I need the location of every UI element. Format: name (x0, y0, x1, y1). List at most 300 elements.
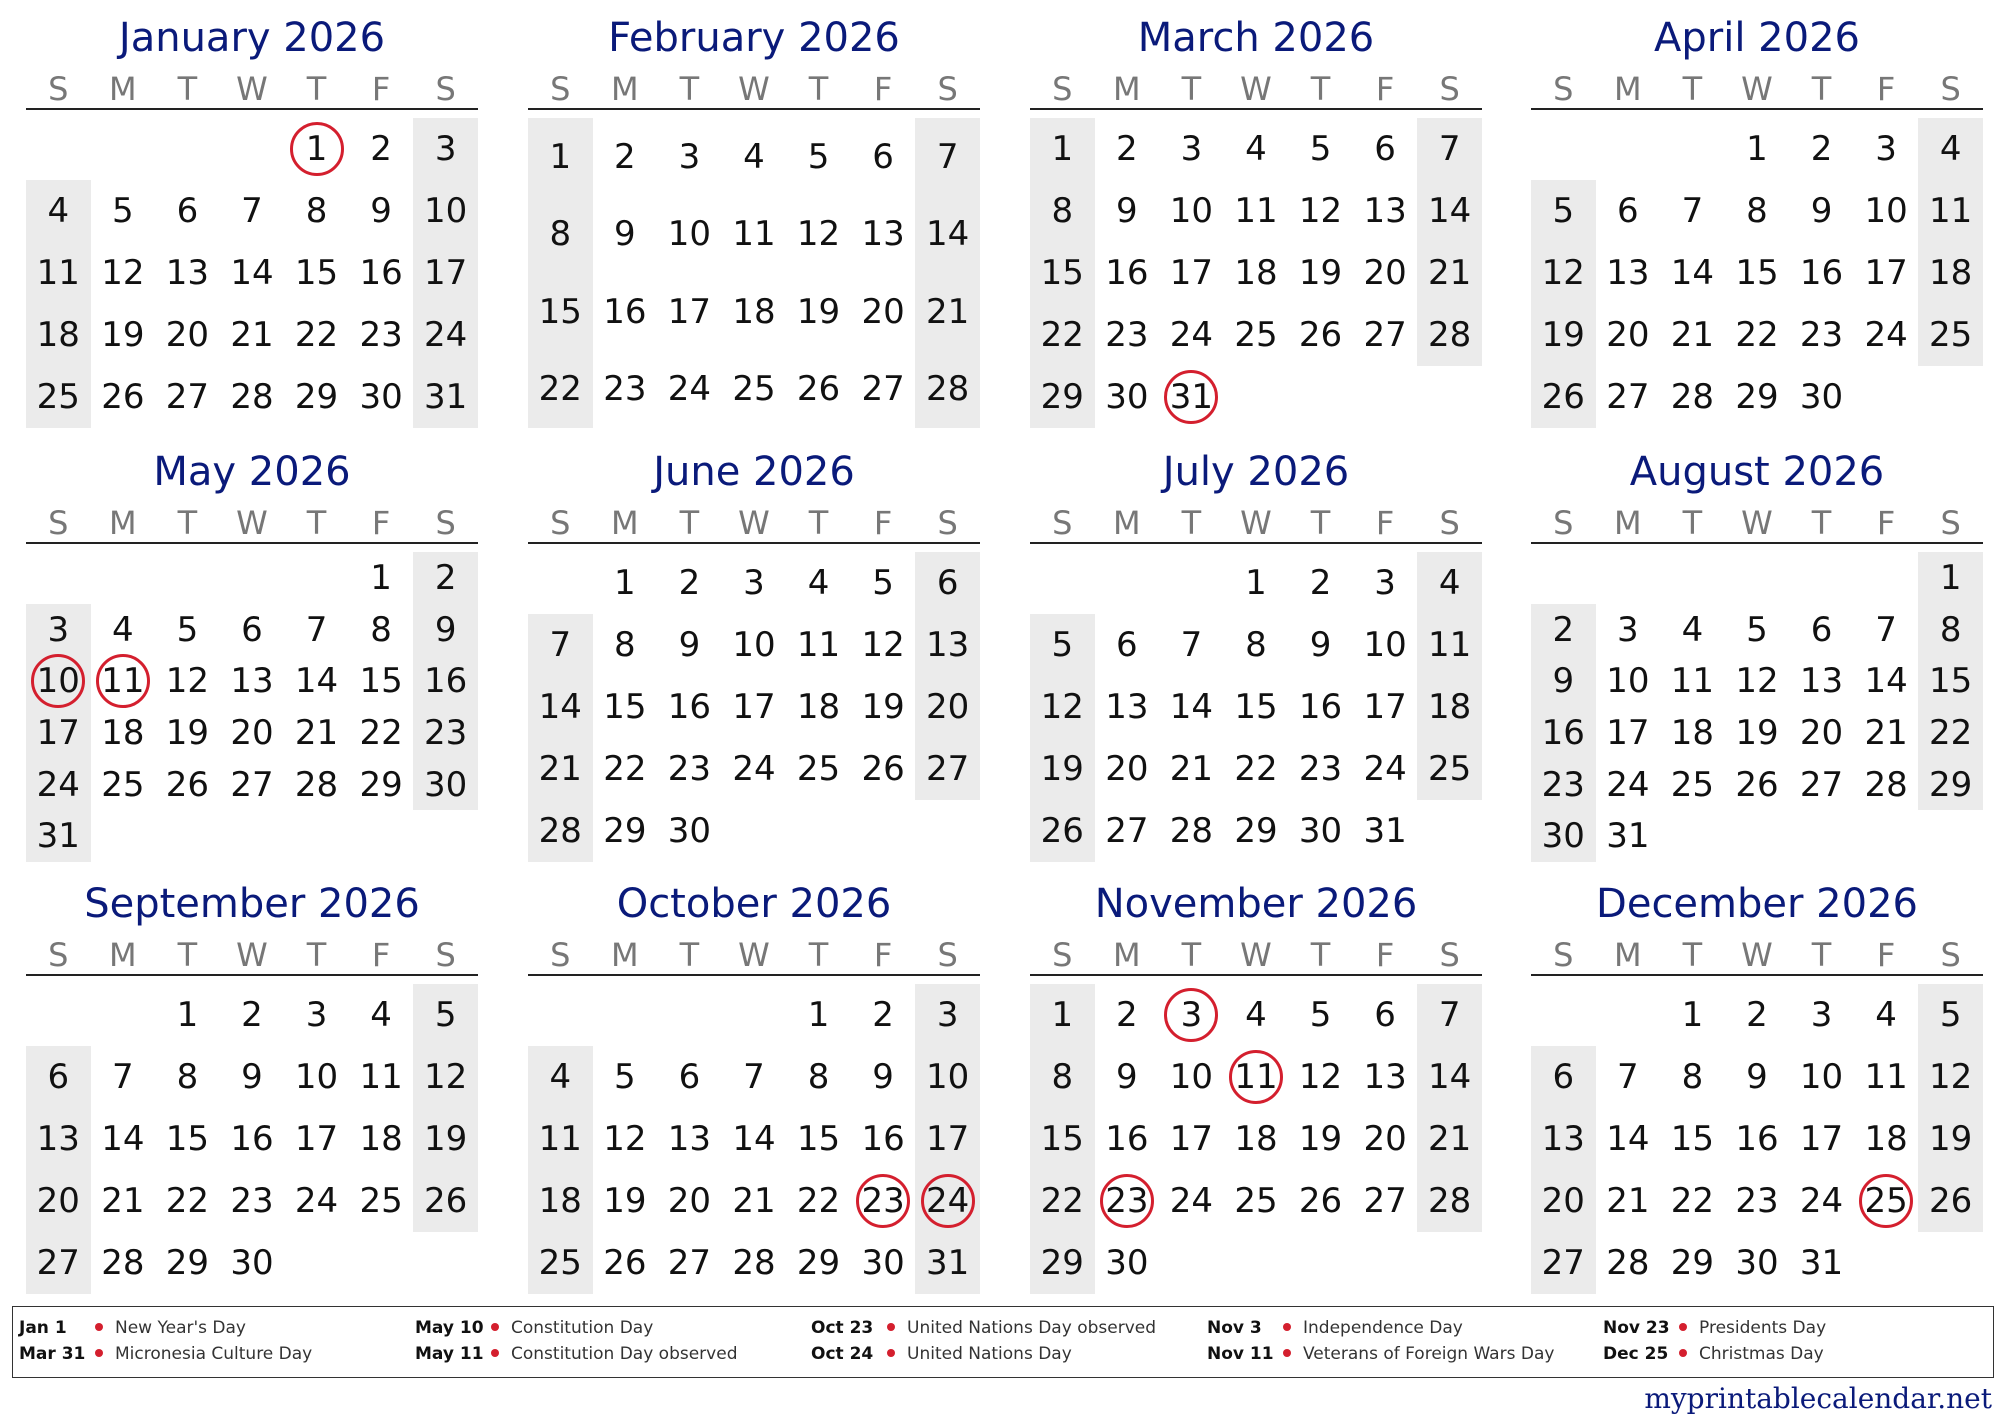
weekday-header (26, 936, 478, 976)
day-cell: 26 (1040, 811, 1084, 851)
legend-item (1603, 1315, 1826, 1341)
bullet-dot-icon (1679, 1349, 1687, 1357)
weekday-label: T (1310, 70, 1331, 108)
day-cell: 7 (1681, 191, 1704, 231)
weekday-label: T (1181, 504, 1202, 542)
day-cell: 16 (861, 1119, 905, 1159)
day-cell: 21 (926, 291, 970, 332)
weekday-label: S (937, 70, 958, 108)
day-cell: 28 (732, 1243, 776, 1283)
day-cell: 30 (1735, 1243, 1779, 1283)
day-cell: 29 (796, 1243, 841, 1283)
day-cell: 9 (241, 1057, 263, 1097)
legend-item (811, 1341, 1156, 1367)
holiday-day-cell: 11 (1224, 1057, 1289, 1097)
weekday-label: W (236, 504, 268, 542)
day-cell: 27 (1363, 315, 1407, 355)
day-cell: 21 (1670, 315, 1715, 355)
day-cell: 8 (1746, 191, 1768, 231)
day-cell: 7 (1875, 609, 1897, 650)
month-title: April 2026 (1654, 15, 1860, 61)
weekday-label: T (808, 70, 829, 108)
day-cell: 19 (603, 1181, 647, 1221)
month-title: January 2026 (118, 15, 386, 61)
day-cell: 25 (359, 1181, 403, 1221)
day-cell: 9 (370, 191, 392, 231)
day-cell: 8 (614, 625, 636, 665)
legend-date: Nov 23 (1603, 1318, 1670, 1338)
day-cell: 24 (36, 764, 80, 805)
site-url[interactable]: myprintablecalendar.net (1644, 1382, 1992, 1415)
day-cell: 10 (732, 625, 776, 665)
day-cell: 20 (1541, 1181, 1585, 1221)
weekday-label: W (236, 70, 268, 108)
day-cell: 22 (359, 712, 403, 753)
day-cell: 15 (165, 1119, 210, 1159)
weekday-label: W (1741, 70, 1773, 108)
weekday-label: F (371, 504, 391, 542)
day-cell: 25 (796, 749, 841, 789)
weekday-label: S (48, 504, 69, 542)
day-cell: 5 (112, 191, 134, 231)
weekday-label: S (435, 504, 456, 542)
day-cell: 2 (241, 995, 263, 1035)
day-cell: 22 (165, 1181, 210, 1221)
weekday-header (1030, 70, 1482, 110)
day-cell: 16 (667, 687, 712, 727)
legend-holiday-name: New Year's Day (115, 1318, 246, 1338)
day-cell: 16 (1298, 687, 1343, 727)
month-title: June 2026 (653, 449, 855, 495)
day-cell: 16 (424, 661, 468, 702)
day-cell: 10 (1606, 661, 1650, 702)
legend-date: Jan 1 (19, 1318, 67, 1338)
day-cell: 4 (549, 1057, 572, 1097)
day-cell: 22 (1040, 315, 1084, 355)
day-cell: 13 (165, 253, 210, 293)
weekday-label: S (1940, 70, 1961, 108)
legend-holiday-name: Independence Day (1303, 1318, 1463, 1338)
holiday-day-cell: 23 (1095, 1181, 1160, 1221)
day-cell: 13 (36, 1119, 80, 1159)
day-cell: 24 (1363, 749, 1407, 789)
weekday-label: S (1553, 936, 1574, 974)
day-cell: 4 (1245, 129, 1267, 169)
weekday-label: F (873, 504, 893, 542)
weekday-label: T (1811, 70, 1832, 108)
day-cell: 20 (1606, 315, 1650, 355)
weekday-label: S (1439, 70, 1460, 108)
day-cell: 7 (1438, 129, 1461, 169)
day-cell: 11 (538, 1119, 582, 1159)
day-cell: 3 (678, 136, 701, 177)
day-cell: 27 (1105, 811, 1149, 851)
day-cell: 12 (424, 1057, 468, 1097)
weekday-label: S (550, 936, 571, 974)
month-title: August 2026 (1629, 449, 1885, 495)
day-cell: 8 (1051, 191, 1074, 231)
day-cell: 21 (1606, 1181, 1650, 1221)
day-cell: 4 (743, 136, 765, 177)
legend-column (415, 1315, 737, 1367)
day-cell: 3 (305, 995, 328, 1035)
day-cell: 21 (1428, 1119, 1472, 1159)
weekday-header (528, 70, 980, 110)
day-cell: 11 (36, 253, 80, 293)
day-cell: 22 (1040, 1181, 1084, 1221)
bullet-dot-icon (887, 1323, 895, 1331)
weekday-label: W (1240, 70, 1272, 108)
day-cell: 25 (1670, 764, 1715, 805)
bullet-dot-icon (95, 1349, 103, 1357)
day-cell: 9 (1309, 625, 1332, 665)
day-cell: 3 (47, 609, 70, 650)
weekday-label: F (873, 70, 893, 108)
weekday-label: T (1682, 504, 1703, 542)
day-cell: 12 (165, 661, 210, 702)
month-october (528, 878, 980, 1298)
month-march (1030, 12, 1482, 432)
day-cell: 9 (1116, 191, 1138, 231)
day-cell: 17 (1864, 253, 1908, 293)
day-cell: 15 (538, 291, 582, 332)
day-cell: 20 (1363, 253, 1407, 293)
day-cell: 2 (1116, 995, 1138, 1035)
day-cell: 17 (1606, 712, 1650, 753)
day-cell: 3 (1875, 129, 1897, 169)
day-cell: 15 (603, 687, 647, 727)
day-cell: 17 (1799, 1119, 1844, 1159)
day-cell: 30 (424, 764, 468, 805)
day-cell: 30 (1799, 377, 1844, 417)
day-cell: 18 (1864, 1119, 1908, 1159)
holiday-day-cell: 25 (1854, 1181, 1919, 1221)
day-cell: 15 (1234, 687, 1278, 727)
day-cell: 24 (424, 315, 468, 355)
day-cell: 21 (294, 712, 339, 753)
weekday-label: S (48, 936, 69, 974)
day-cell: 17 (1169, 1119, 1214, 1159)
weekday-label: M (109, 70, 137, 108)
day-cell: 2 (614, 136, 636, 177)
day-cell: 5 (872, 563, 894, 603)
day-cell: 15 (1040, 253, 1084, 293)
legend-date: Oct 23 (811, 1318, 874, 1338)
day-cell: 4 (1939, 129, 1962, 169)
month-november (1030, 878, 1482, 1298)
holiday-legend (12, 1306, 1994, 1378)
day-cell: 7 (1438, 995, 1461, 1035)
weekday-label: S (550, 70, 571, 108)
day-cell: 8 (1939, 609, 1962, 650)
day-cell: 6 (176, 191, 199, 231)
day-cell: 29 (1040, 1243, 1084, 1283)
weekday-label: T (306, 936, 327, 974)
day-cell: 14 (732, 1119, 776, 1159)
weekday-label: T (679, 504, 700, 542)
day-cell: 4 (807, 563, 830, 603)
weekday-header (1030, 936, 1482, 976)
day-cell: 3 (1180, 129, 1203, 169)
day-cell: 16 (1105, 253, 1149, 293)
day-cell: 19 (1929, 1119, 1973, 1159)
month-title: February 2026 (608, 15, 900, 61)
weekday-label: T (177, 504, 198, 542)
day-cell: 12 (861, 625, 905, 665)
weekday-label: T (1181, 70, 1202, 108)
legend-holiday-name: United Nations Day (907, 1344, 1072, 1364)
day-cell: 22 (796, 1181, 841, 1221)
day-cell: 20 (165, 315, 210, 355)
month-december (1531, 878, 1983, 1298)
day-cell: 14 (230, 253, 274, 293)
weekday-label: T (808, 936, 829, 974)
weekday-label: S (1052, 936, 1073, 974)
day-cell: 31 (926, 1243, 970, 1283)
day-cell: 19 (1298, 253, 1343, 293)
legend-column (19, 1315, 312, 1367)
day-cell: 14 (1606, 1119, 1650, 1159)
day-cell: 5 (1939, 995, 1962, 1035)
weekday-label: W (1240, 504, 1272, 542)
day-cell: 11 (732, 214, 776, 255)
weekday-label: T (679, 936, 700, 974)
day-cell: 29 (1234, 811, 1278, 851)
day-cell: 28 (1169, 811, 1214, 851)
weekday-label: T (1310, 936, 1331, 974)
day-cell: 18 (1234, 1119, 1278, 1159)
day-cell: 5 (1051, 625, 1074, 665)
day-cell: 1 (176, 995, 199, 1035)
day-cell: 22 (1670, 1181, 1715, 1221)
day-cell: 17 (667, 291, 712, 332)
day-cell: 13 (926, 625, 970, 665)
day-cell: 11 (359, 1057, 403, 1097)
day-cell: 9 (1810, 191, 1833, 231)
day-cell: 31 (1799, 1243, 1844, 1283)
day-cell: 19 (1541, 315, 1585, 355)
weekday-label: S (1439, 504, 1460, 542)
day-cell: 21 (1864, 712, 1908, 753)
month-july (1030, 446, 1482, 866)
day-cell: 12 (796, 214, 841, 255)
day-cell: 1 (614, 563, 636, 603)
day-cell: 29 (165, 1243, 210, 1283)
day-cell: 15 (294, 253, 339, 293)
day-cell: 22 (1234, 749, 1278, 789)
day-cell: 7 (305, 609, 328, 650)
weekday-label: S (48, 70, 69, 108)
day-cell: 14 (538, 687, 582, 727)
day-cell: 5 (434, 995, 457, 1035)
day-cell: 28 (1606, 1243, 1650, 1283)
weekday-label: T (1682, 936, 1703, 974)
weekday-header (26, 70, 478, 110)
day-cell: 1 (1051, 129, 1074, 169)
day-cell: 26 (861, 749, 905, 789)
day-cell: 17 (1363, 687, 1407, 727)
day-cell: 27 (1363, 1181, 1407, 1221)
day-cell: 18 (732, 291, 776, 332)
legend-item (415, 1315, 737, 1341)
weekday-label: F (371, 936, 391, 974)
day-cell: 13 (1363, 1057, 1407, 1097)
legend-holiday-name: Christmas Day (1699, 1344, 1824, 1364)
day-cell: 1 (549, 136, 572, 177)
day-cell: 14 (101, 1119, 145, 1159)
day-cell: 13 (1541, 1119, 1585, 1159)
day-cell: 28 (1670, 377, 1715, 417)
day-cell: 7 (549, 625, 572, 665)
day-cell: 30 (667, 811, 712, 851)
bullet-dot-icon (887, 1349, 895, 1357)
bullet-dot-icon (491, 1349, 499, 1357)
day-cell: 12 (1040, 687, 1084, 727)
day-cell: 19 (101, 315, 145, 355)
day-cell: 3 (936, 995, 959, 1035)
month-title: October 2026 (616, 881, 892, 927)
weekday-label: M (1614, 70, 1642, 108)
day-cell: 29 (603, 811, 647, 851)
legend-column (811, 1315, 1156, 1367)
weekday-label: F (1375, 936, 1395, 974)
day-cell: 18 (796, 687, 841, 727)
day-cell: 12 (1541, 253, 1585, 293)
day-cell: 22 (1735, 315, 1779, 355)
day-cell: 20 (861, 291, 905, 332)
day-cell: 23 (1541, 764, 1585, 805)
day-cell: 2 (370, 129, 392, 169)
day-cell: 29 (294, 377, 339, 417)
day-cell: 7 (241, 191, 263, 231)
legend-date: Mar 31 (19, 1344, 86, 1364)
weekday-label: S (435, 70, 456, 108)
day-cell: 4 (1681, 609, 1704, 650)
legend-item (1207, 1315, 1554, 1341)
day-cell: 27 (165, 377, 210, 417)
day-cell: 17 (1169, 253, 1214, 293)
day-cell: 26 (165, 764, 210, 805)
day-cell: 24 (1169, 1181, 1214, 1221)
day-cell: 6 (872, 136, 894, 177)
weekday-label: T (1181, 936, 1202, 974)
weekday-label: M (611, 936, 639, 974)
weekday-label: W (1741, 504, 1773, 542)
day-cell: 27 (1606, 377, 1650, 417)
day-cell: 1 (1746, 129, 1768, 169)
day-cell: 19 (861, 687, 905, 727)
weekday-label: M (1113, 936, 1141, 974)
day-cell: 18 (1428, 687, 1472, 727)
day-cell: 7 (743, 1057, 765, 1097)
day-cell: 25 (36, 377, 80, 417)
month-title: July 2026 (1162, 449, 1350, 495)
day-cell: 14 (1169, 687, 1214, 727)
weekday-label: W (738, 70, 770, 108)
day-cell: 19 (165, 712, 210, 753)
day-cell: 15 (1670, 1119, 1715, 1159)
day-cell: 13 (1799, 661, 1844, 702)
day-cell: 25 (1428, 749, 1472, 789)
day-cell: 5 (807, 136, 830, 177)
day-cell: 30 (1298, 811, 1343, 851)
legend-item (1603, 1341, 1826, 1367)
day-cell: 20 (926, 687, 970, 727)
bullet-dot-icon (1679, 1323, 1687, 1331)
weekday-header (1531, 504, 1983, 544)
day-cell: 10 (1864, 191, 1908, 231)
weekday-label: T (1682, 70, 1703, 108)
day-cell: 16 (359, 253, 403, 293)
weekday-label: M (109, 504, 137, 542)
day-cell: 21 (1428, 253, 1472, 293)
day-cell: 13 (1606, 253, 1650, 293)
day-cell: 21 (101, 1181, 145, 1221)
weekday-label: T (679, 70, 700, 108)
legend-item (19, 1341, 312, 1367)
day-cell: 31 (1363, 811, 1407, 851)
weekday-label: M (1113, 504, 1141, 542)
day-cell: 2 (1810, 129, 1833, 169)
day-cell: 26 (1929, 1181, 1973, 1221)
day-cell: 28 (101, 1243, 145, 1283)
holiday-day-cell: 24 (915, 1181, 980, 1221)
day-cell: 2 (1552, 609, 1575, 650)
day-cell: 20 (36, 1181, 80, 1221)
day-cell: 3 (1810, 995, 1833, 1035)
day-cell: 27 (861, 369, 905, 410)
weekday-label: F (1375, 70, 1395, 108)
day-cell: 20 (1105, 749, 1149, 789)
day-cell: 29 (359, 764, 403, 805)
day-cell: 2 (1746, 995, 1768, 1035)
weekday-label: S (550, 504, 571, 542)
day-cell: 26 (101, 377, 145, 417)
day-cell: 23 (1799, 315, 1844, 355)
day-cell: 27 (926, 749, 970, 789)
day-cell: 9 (1746, 1057, 1768, 1097)
day-cell: 20 (667, 1181, 712, 1221)
bullet-dot-icon (1283, 1349, 1291, 1357)
day-cell: 8 (176, 1057, 199, 1097)
day-cell: 5 (614, 1057, 636, 1097)
day-cell: 24 (667, 369, 712, 410)
day-cell: 6 (1810, 609, 1833, 650)
day-cell: 4 (47, 191, 70, 231)
day-cell: 10 (1363, 625, 1407, 665)
day-cell: 23 (1105, 315, 1149, 355)
day-cell: 10 (1169, 191, 1214, 231)
day-cell: 18 (101, 712, 145, 753)
day-cell: 26 (1541, 377, 1585, 417)
day-cell: 13 (861, 214, 905, 255)
day-cell: 26 (424, 1181, 468, 1221)
month-august (1531, 446, 1983, 866)
day-cell: 27 (1799, 764, 1844, 805)
weekday-label: S (1052, 70, 1073, 108)
day-cell: 26 (796, 369, 841, 410)
weekday-label: T (306, 70, 327, 108)
month-title: September 2026 (84, 881, 420, 927)
day-cell: 11 (1428, 625, 1472, 665)
day-cell: 4 (1438, 563, 1461, 603)
day-cell: 13 (230, 661, 274, 702)
legend-holiday-name: Constitution Day (511, 1318, 654, 1338)
weekday-label: W (738, 936, 770, 974)
weekday-label: F (1876, 936, 1896, 974)
day-cell: 6 (1617, 191, 1639, 231)
day-cell: 14 (1428, 1057, 1472, 1097)
